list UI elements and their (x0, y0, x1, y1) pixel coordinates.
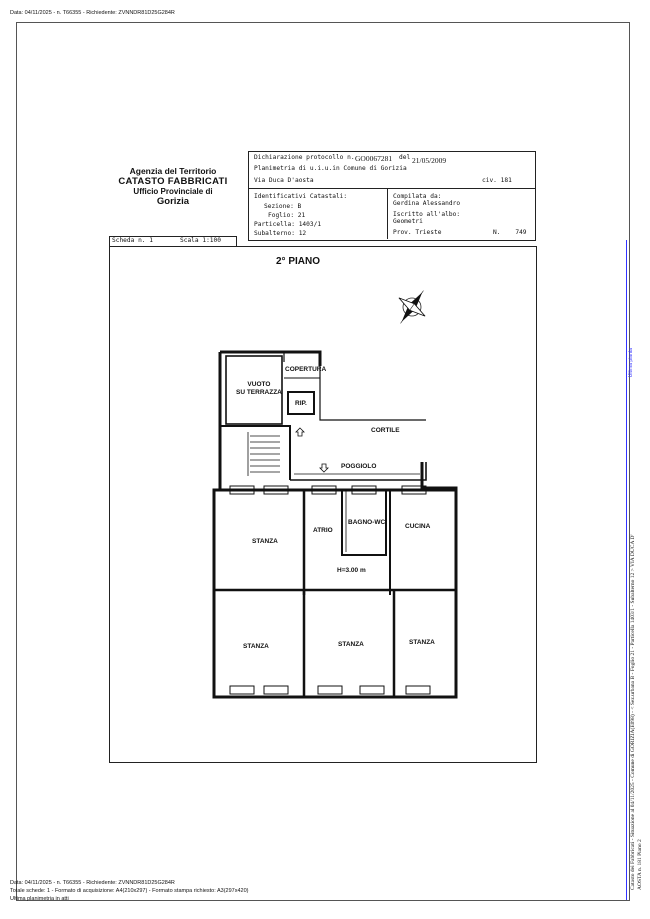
office-city: Gorizia (156, 196, 190, 207)
albo: Geometri (393, 218, 423, 225)
room-vuoto (236, 381, 282, 397)
room-atrio: ATRIO (313, 527, 333, 534)
civic-number: civ. 181 (482, 177, 512, 184)
area-poggiolo: POGGIOLO (341, 463, 377, 470)
cadastral-side-note: Catasto dei Fabbricati - Situazione al 04/11/2025 - Comune di GORIZIA(E098) - < Sez.urbana B - Foglio 21 - Particella 1403/1 - Subalterno 12 > VIA DUCA D' AOSTA n. 181 Piano 2 (630, 534, 643, 890)
sezione: Sezione: B (264, 203, 302, 210)
address: Via Duca D'aosta (254, 177, 314, 184)
foglio: Foglio: 21 (268, 212, 306, 219)
iscritto-label: Iscritto all'albo: (393, 211, 461, 218)
date-label: del (399, 154, 411, 161)
footer-last-plan: Ultima planimetria in atti (10, 896, 69, 902)
ceiling-height: H=3.00 m (337, 567, 366, 574)
room-rip: RIP. (295, 400, 307, 407)
room-stanza-bottom-left: STANZA (243, 643, 269, 650)
room-cucina: CUCINA (405, 523, 431, 530)
albo-number: N. 749 (493, 229, 527, 236)
planimetria-label: Planimetria di u.i.u.in Comune di Gorizia (254, 165, 407, 172)
north-arrow-icon (390, 285, 434, 329)
room-copertura: COPERTURA (285, 366, 327, 373)
area-cortile: CORTILE (371, 427, 400, 434)
office-label: Ufficio Provinciale di (133, 187, 213, 196)
room-stanza-top-left: STANZA (252, 538, 278, 545)
protocol-number: GO0067281 (355, 154, 393, 163)
room-bagno: BAGNO-WC (348, 519, 386, 526)
identifiers-title: Identificativi Catastali: (254, 193, 348, 200)
declaration-divider (249, 188, 535, 189)
province: Prov. Trieste (393, 229, 442, 236)
floor-title: 2° PIANO (276, 256, 321, 267)
particella: Particella: 1403/1 (254, 221, 322, 228)
footer-format-info: Totale schede: 1 - Formato di acquisizione: A4(210x297) - Formato stampa richiesto: A3(297x420) (10, 888, 249, 894)
last-plan-mark: Ultima pianta (628, 348, 634, 378)
protocol-label: Dichiarazione protocollo n. (254, 154, 355, 161)
declaration-date: 21/05/2009 (412, 156, 447, 165)
scale: Scala 1:100 (180, 237, 221, 244)
compilata-label: Compilata da: (393, 193, 442, 200)
agency-block (108, 166, 238, 207)
room-stanza-bottom-right: STANZA (409, 639, 435, 646)
catasto-title: CATASTO FABBRICATI (118, 176, 228, 187)
footer-request-info: Data: 04/11/2025 - n. T66355 - Richiedente: ZVNNDR81D25G284R (10, 880, 175, 886)
header-request-info: Data: 04/11/2025 - n. T66355 - Richiedente: ZVNNDR81D25G284R (10, 10, 175, 16)
right-edge-line (626, 240, 627, 900)
room-vuoto-line1: VUOTO (247, 381, 271, 388)
scheda-number: Scheda n. 1 (112, 237, 153, 244)
declaration-vdivider (387, 189, 388, 239)
subalterno: Subalterno: 12 (254, 230, 307, 237)
compiler-name: Gerdina Alessandro (393, 200, 461, 207)
room-vuoto-line2: SU TERRAZZA (236, 389, 282, 396)
agency-name: Agenzia del Territorio (129, 166, 217, 176)
room-stanza-bottom-mid: STANZA (338, 641, 364, 648)
